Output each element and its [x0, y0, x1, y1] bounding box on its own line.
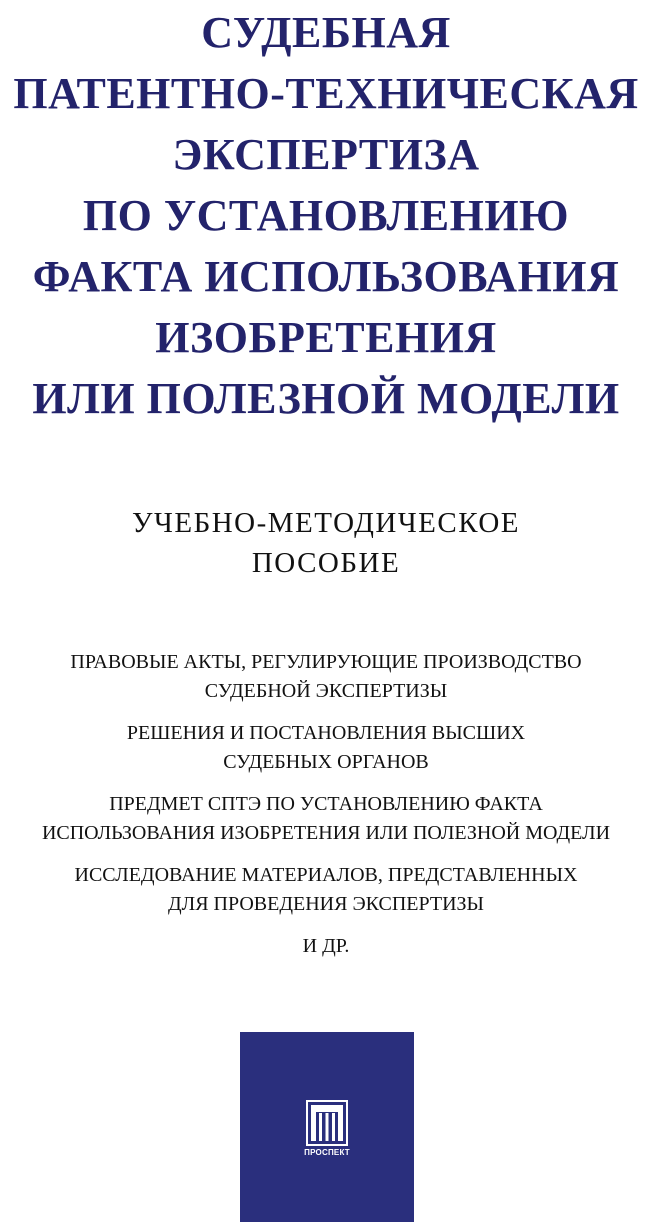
title-line: ПО УСТАНОВЛЕНИЮ	[82, 191, 570, 240]
topic-line: СУДЕБНЫХ ОРГАНОВ	[223, 751, 429, 773]
topic-item	[0, 719, 652, 777]
topics-list	[0, 648, 652, 974]
topic-line: ИССЛЕДОВАНИЕ МАТЕРИАЛОВ, ПРЕДСТАВЛЕННЫХ	[74, 864, 578, 886]
topic-item	[0, 861, 652, 919]
subtitle-line: УЧЕБНО-МЕТОДИЧЕСКОЕ	[131, 507, 521, 539]
topic-line: И ДР.	[302, 935, 350, 957]
topic-line: ИСПОЛЬЗОВАНИЯ ИЗОБРЕТЕНИЯ ИЛИ ПОЛЕЗНОЙ МОДЕЛИ	[41, 822, 611, 844]
building-columns-icon	[295, 1095, 359, 1173]
topic-line: ПРЕДМЕТ СПТЭ ПО УСТАНОВЛЕНИЮ ФАКТА	[109, 793, 543, 815]
subtitle-line: ПОСОБИЕ	[251, 547, 401, 579]
title-line: ПАТЕНТНО-ТЕХНИЧЕСКАЯ	[13, 69, 639, 118]
publisher-name: ПРОСПЕКТ	[304, 1148, 350, 1157]
topic-line: СУДЕБНОЙ ЭКСПЕРТИЗЫ	[204, 680, 448, 702]
title-line: ЭКСПЕРТИЗА	[172, 130, 480, 179]
topic-line: ПРАВОВЫЕ АКТЫ, РЕГУЛИРУЮЩИЕ ПРОИЗВОДСТВО	[70, 651, 582, 673]
title-line: ИЗОБРЕТЕНИЯ	[155, 313, 497, 362]
title-line: ИЛИ ПОЛЕЗНОЙ МОДЕЛИ	[32, 374, 620, 423]
topic-item	[0, 932, 652, 961]
topic-item	[0, 790, 652, 848]
title-line: ФАКТА ИСПОЛЬЗОВАНИЯ	[32, 252, 620, 301]
topic-line: ДЛЯ ПРОВЕДЕНИЯ ЭКСПЕРТИЗЫ	[168, 893, 484, 915]
book-title	[0, 2, 652, 429]
topic-item	[0, 648, 652, 706]
title-line: СУДЕБНАЯ	[201, 8, 451, 57]
book-subtitle	[0, 503, 652, 583]
topic-line: РЕШЕНИЯ И ПОСТАНОВЛЕНИЯ ВЫСШИХ	[126, 722, 526, 744]
